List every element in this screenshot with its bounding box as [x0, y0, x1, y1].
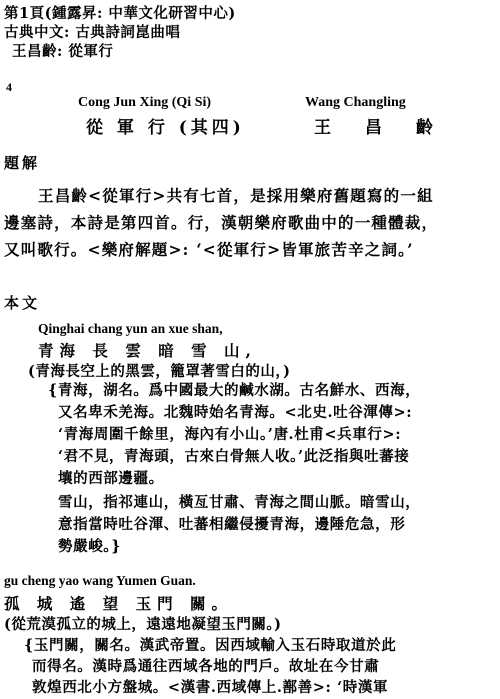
intro-line-2: 邊塞詩，本詩是第四首。行，漢朝樂府歌曲中的一種體裁， [4, 213, 439, 232]
author-chinese: 王 昌 齡 [314, 118, 447, 138]
verse-1-note-3: ‘青海周圍千餘里，海內有小山。’唐.杜甫<兵車行>: [58, 426, 402, 443]
verse-2-translation: (從荒漠孤立的城上，遠遠地凝望玉門關。) [4, 616, 282, 633]
header-line-1: 第1頁(鍾露昇: 中華文化研習中心) [4, 5, 236, 22]
title-chinese: 從 軍 行 (其四) [86, 118, 245, 138]
verse-2-note-1: {玉門關，關名。漢武帝置。因西域輸入玉石時取道於此 [24, 637, 397, 654]
header-line-2: 古典中文: 古典詩詞崑曲唱 [4, 24, 181, 41]
verse-1-pinyin: Qinghai chang yun an xue shan, [38, 321, 223, 336]
verse-1-note-2: 又名卑禾羌海。北魏時始名青海。<北史.吐谷渾傳>: [58, 404, 413, 421]
title-pinyin: Cong Jun Xing (Qi Si) [78, 95, 212, 110]
verse-1-note-7: 意指當時吐谷渾、吐蕃相繼侵擾青海，邊陲危急，形 [58, 516, 406, 533]
verse-2-pinyin: gu cheng yao wang Yumen Guan. [4, 573, 196, 588]
verse-1-note-8: 勢嚴峻。} [58, 538, 122, 555]
verse-2-note-2: 而得名。漢時爲通往西域各地的門戶。故址在今甘肅 [32, 658, 380, 675]
verse-1-translation: (青海長空上的黑雲，籠罩著雪白的山，) [28, 363, 291, 380]
intro-line-3: 又叫歌行。<樂府解題>: ‘<從軍行>皆軍旅苦辛之詞。’ [4, 240, 414, 259]
verse-2-chinese: 孤 城 遙 望 玉門 關。 [4, 594, 233, 613]
verse-2-note-3: 敦煌西北小方盤城。<漢書.西域傳上.鄯善>: ‘時漢軍 [32, 679, 389, 696]
verse-1-note-6: 雪山，指祁連山，橫亙甘肅、青海之間山脈。暗雪山， [58, 494, 421, 511]
verse-1-note-5: 壤的西部邊疆。 [58, 470, 164, 487]
verse-1-note-4: ‘君不見，青海頭，古來白骨無人收。’此泛指與吐蕃接 [58, 448, 410, 465]
header-line-3: 王昌齡: 從軍行 [12, 43, 114, 60]
intro-line-1: 王昌齡<從軍行>共有七首，是採用樂府舊題寫的一組 [38, 186, 434, 205]
verse-1-chinese: 青海 長 雲 暗 雪 山, [38, 341, 257, 360]
intro-heading: 題解 [4, 154, 41, 172]
verse-1-note-1: {青海，湖名。爲中國最大的鹹水湖。古名鮮水、西海， [48, 382, 421, 399]
text-heading: 本文 [4, 294, 41, 312]
author-pinyin: Wang Changling [305, 95, 406, 110]
lesson-number: 4 [6, 80, 12, 94]
